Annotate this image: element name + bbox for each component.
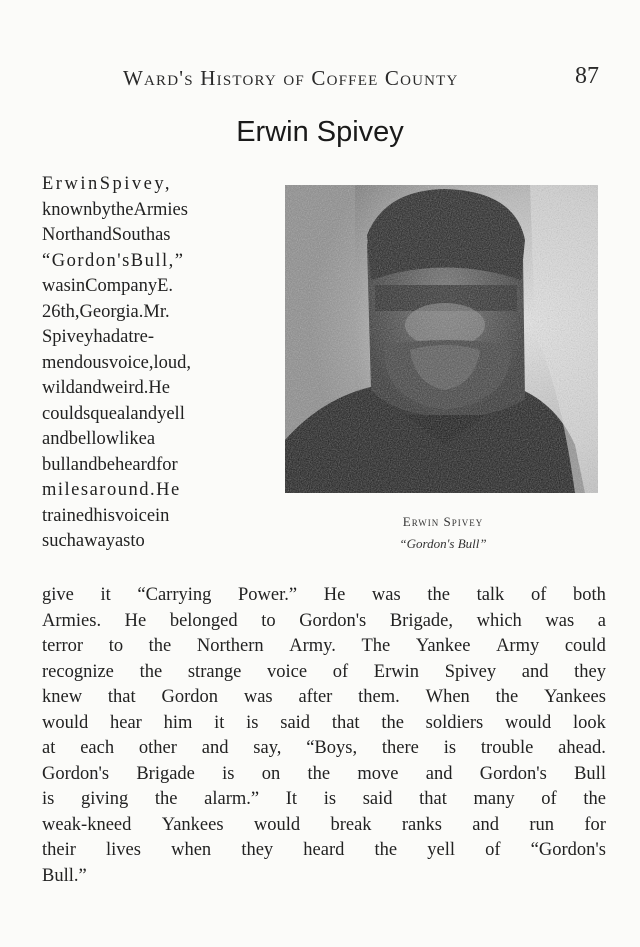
word: around. [89,480,157,500]
word: run [529,814,554,835]
word: of [541,789,557,809]
word: squeal [83,403,131,424]
word: yell [427,840,455,860]
word: tre- [128,327,155,347]
word: like [119,429,147,449]
text-line [42,813,606,839]
word: many [473,789,515,809]
word: was [243,687,273,707]
word: weird. [101,378,149,398]
word: that [419,789,447,809]
word: “Carrying [137,585,212,605]
body-text [42,583,606,889]
text-line: Bull.” [42,865,87,886]
text-line [42,402,258,428]
word: Spivey [42,327,94,347]
word: to [261,610,276,631]
word: Brigade, [389,610,454,631]
word: of [332,661,349,682]
word: Power.” [238,585,298,605]
word: would [504,712,552,733]
word: and [201,738,229,758]
word: known [42,199,93,220]
word: E. [157,276,174,296]
portrait-image [285,185,598,493]
word: there [381,738,419,758]
word: voice [114,505,156,526]
word: and [85,225,112,245]
word: at [42,738,56,758]
word: Bull [574,763,606,784]
word: lives [106,840,141,860]
word: that [107,687,136,707]
word: terror [42,636,84,656]
word: their [42,840,76,860]
word: it [100,585,111,605]
word: It [285,789,298,809]
text-line [42,478,258,504]
word: them. [358,687,400,707]
word: such [42,531,76,551]
text-line [42,838,606,864]
text-line [42,762,606,788]
word: “Boys, [306,738,358,758]
word: and [74,378,102,398]
word: by [92,199,111,220]
word: Armies [133,199,188,220]
text-line [42,274,258,300]
word: giving [80,789,129,809]
word: alarm.” [204,789,260,809]
word: hear [110,712,142,733]
word: was [545,610,575,631]
word: Northern [196,636,264,656]
word: had [93,327,121,347]
word: Erwin [42,174,100,194]
photo-caption-name: Erwin Spivey [402,514,484,529]
word: He [323,585,346,605]
text-line [42,172,258,198]
word: the [583,789,606,809]
column-text [42,172,258,555]
word: recognize [42,661,114,682]
word: 26th, [42,301,80,322]
word: the [374,840,398,860]
word: is [323,789,337,809]
word: bull [42,454,71,475]
word: would [253,814,301,835]
word: and [70,454,98,475]
word: other [138,738,177,758]
word: yell [157,403,185,424]
word: said [280,712,311,733]
text-line [42,198,258,224]
word: Gordon's [42,763,110,784]
word: Yankees [544,687,606,707]
word: Company [85,276,158,296]
text-line [42,300,258,326]
word: trouble [480,738,534,758]
word: him [163,712,193,733]
word: and [42,429,69,449]
word: move [357,763,399,784]
word: Gordon's [299,610,367,631]
word: on [261,763,281,784]
word: Army. [289,636,336,656]
word: be [97,454,115,475]
word: heard [303,840,345,860]
text-line [42,736,606,762]
word: said [362,789,393,809]
text-line [42,685,606,711]
text-line [42,660,606,686]
word: could [564,636,606,656]
word: Spivey, [99,174,173,194]
text-line [42,711,606,737]
text-line [42,249,258,275]
word: is [222,763,235,784]
word: wild [42,378,75,398]
word: they [574,661,606,682]
word: He [148,378,170,398]
text-line [42,427,258,453]
word: the [110,199,134,220]
word: each [80,738,115,758]
word: Erwin [373,661,420,682]
text-line [42,325,258,351]
text-line [42,787,606,813]
word: “Gordon's [530,840,606,860]
word: trained [42,505,94,526]
word: both [572,585,606,605]
word: they [241,840,274,860]
word: is [246,712,259,733]
word: He [124,610,147,631]
word: and [130,403,158,424]
word: Bull,” [130,250,185,271]
word: as [114,531,131,551]
text-line [42,583,606,609]
word: of [530,585,547,605]
chapter-title: Erwin Spivey [236,116,404,148]
word: the [139,661,163,682]
word: ahead. [558,738,606,758]
word: South [111,225,156,245]
word: is [42,789,55,809]
word: “Gordon's [42,250,131,271]
word: bellow [68,429,120,449]
word: in [70,276,86,296]
word: would [42,712,89,733]
running-title: Ward's History of Coffee County [123,66,459,90]
text-line [42,634,606,660]
word: the [154,789,178,809]
word: the [381,712,404,733]
word: weak-kneed [42,814,132,835]
word: North [42,225,86,245]
word: break [330,814,372,835]
word: Mr. [143,301,170,322]
word: voice, [108,352,154,373]
word: in [155,505,170,526]
word: and [472,814,499,835]
word: for [156,454,178,475]
photo-caption-nickname: “Gordon's Bull” [399,536,487,551]
word: Armies. [42,610,102,631]
word: belonged [169,610,238,631]
word: Yankees [161,814,224,835]
word: strange [187,661,242,682]
word: give [42,585,74,605]
word: loud, [153,352,192,373]
text-line [42,504,258,530]
word: as [155,225,171,245]
word: say, [253,738,282,758]
word: that [331,712,360,733]
word: Yankee [415,636,471,656]
word: look [572,712,606,733]
word: Gordon's [479,763,547,784]
word: voice [266,661,308,682]
word: the [427,585,450,605]
word: soldiers [425,712,484,733]
word: ranks [401,814,442,835]
page-number: 87 [575,63,599,89]
text-line [42,529,258,555]
word: Gordon [161,687,219,707]
word: was [42,276,71,296]
word: was [371,585,401,605]
word: it [214,712,225,733]
portrait-photo [285,185,598,493]
word: He [156,480,181,500]
word: Brigade [136,763,195,784]
word: heard [114,454,157,475]
word: a [120,327,129,347]
word: Spivey [444,661,497,682]
word: and [425,763,453,784]
word: his [93,505,115,526]
word: mendous [42,352,109,373]
word: for [584,814,606,835]
text-line [42,351,258,377]
word: a [75,531,85,551]
word: miles [42,480,90,500]
word: could [42,403,84,424]
word: the [307,763,331,784]
word: to [130,531,145,551]
word: knew [42,687,83,707]
word: after [298,687,333,707]
text-line [42,223,258,249]
word: Army [496,636,540,656]
word: The [361,636,391,656]
word: When [425,687,470,707]
word: is [443,738,457,758]
word: of [485,840,501,860]
word: to [108,636,124,656]
word: the [148,636,172,656]
word: and [521,661,549,682]
word: when [171,840,212,860]
word: a [597,610,606,631]
word: Georgia. [79,301,144,322]
text-line [42,376,258,402]
word: a [146,429,156,449]
word: talk [476,585,505,605]
word: way [84,531,115,551]
word: the [495,687,519,707]
word: which [476,610,522,631]
text-line [42,453,258,479]
page-header [0,63,640,96]
text-line [42,609,606,635]
